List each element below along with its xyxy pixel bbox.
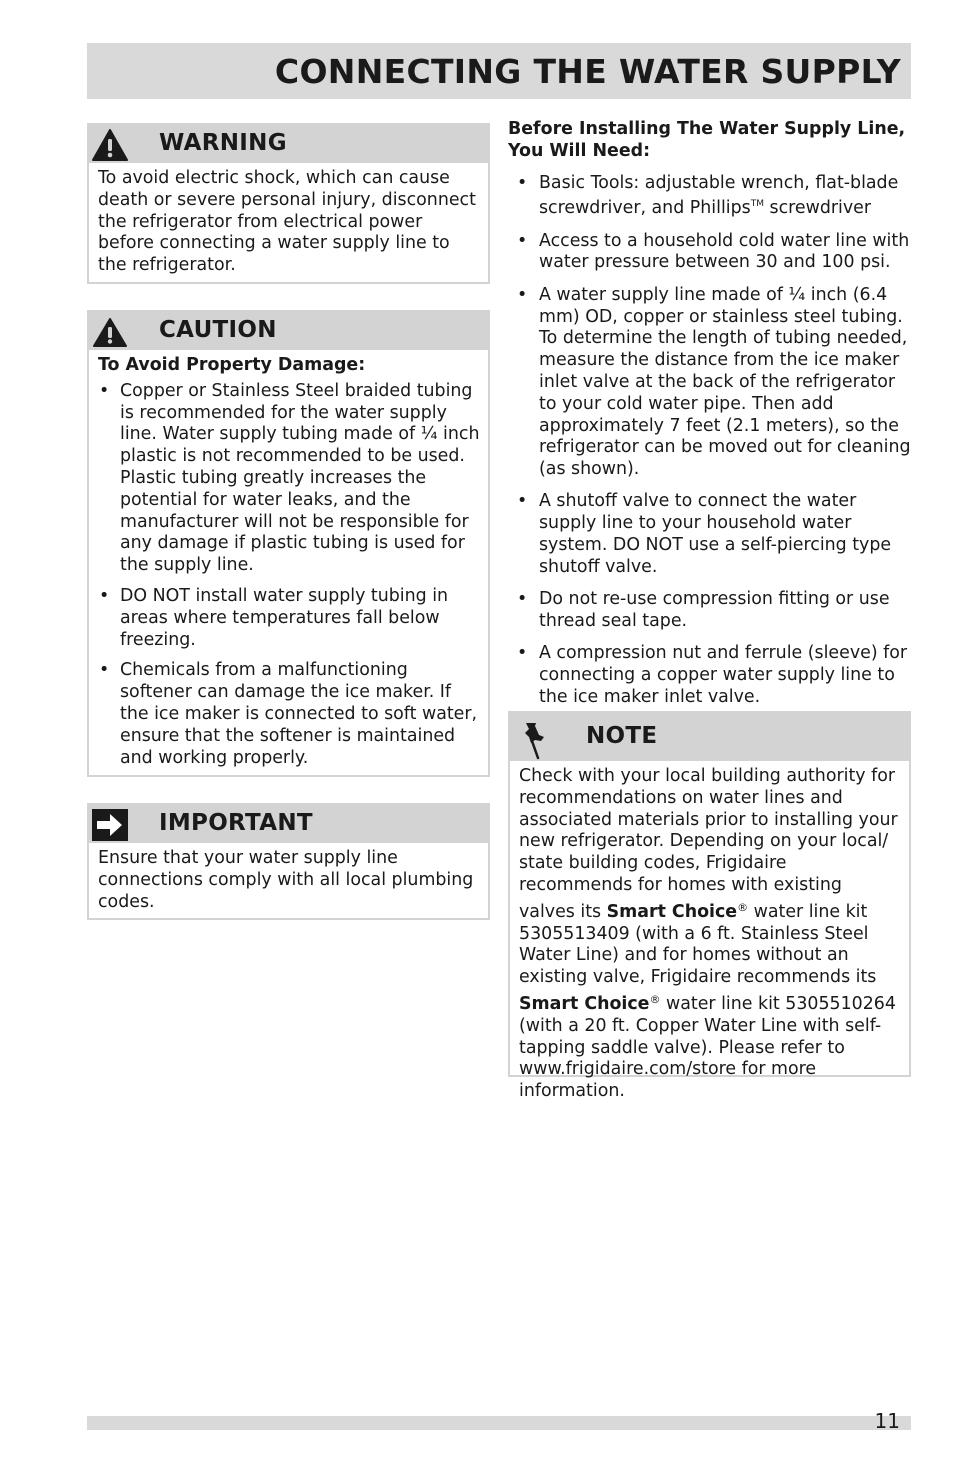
caution-header [89, 312, 488, 350]
registered-mark: ® [649, 992, 661, 1006]
registered-mark: ® [737, 900, 749, 914]
list-item: • Chemicals from a malfunctioning softener can damage the ice maker. If the ice maker is connected to soft water, ensure that the softener is maintained and working properly. [98, 660, 480, 769]
important-header [89, 805, 488, 843]
list-item-text: screwdriver [763, 198, 871, 219]
warning-text: To avoid electric shock, which can cause death or severe personal injury, disconnect the refrigerator from electrical power before connecting a water supply line to the refrigerator. [98, 168, 476, 276]
warning-box [87, 123, 490, 284]
page-header [87, 43, 911, 99]
list-item [508, 173, 918, 221]
caution-list [98, 381, 480, 770]
note-body [510, 761, 909, 1107]
warning-triangle-icon [92, 129, 128, 161]
page-title: CONNECTING THE WATER SUPPLY [274, 52, 901, 91]
page-number: 11 [874, 1409, 900, 1433]
important-box [87, 803, 490, 920]
list-item: • Access to a household cold water line with water pressure between 30 and 100 psi. [508, 231, 918, 275]
note-text [519, 766, 901, 1103]
arrow-right-icon [92, 809, 128, 841]
warning-body [89, 163, 488, 281]
brand-name: Smart Choice [519, 993, 650, 1014]
list-item-text: Basic Tools: adjustable wrench, flat-blade screwdriver, and Phillips [539, 172, 899, 219]
caution-body [89, 350, 488, 773]
note-label: NOTE [586, 723, 658, 749]
pushpin-icon [522, 721, 550, 761]
note-text-part: water line kit 5305513409 (with a 6 ft. Stainless Steel Water Line) and for homes without an existing valve, Frigidaire recommends its [519, 901, 877, 988]
brand-name: Smart Choice [606, 901, 738, 922]
important-label: IMPORTANT [159, 810, 313, 836]
important-body [89, 843, 488, 917]
note-header [510, 713, 909, 761]
trademark-mark: TM [750, 199, 764, 210]
note-text-part: water line kit 5305510264 (with a 20 ft. Copper Water Line with self-tapping saddle valve). Please refer to www.frigidaire.com/store for more information. [519, 993, 896, 1102]
list-item: • A shutoff valve to connect the water supply line to your household water system. DO NOT use a self-piercing type shutoff valve. [508, 491, 918, 578]
caution-label: CAUTION [159, 317, 277, 343]
important-text: Ensure that your water supply line connections comply with all local plumbing codes. [98, 848, 474, 912]
list-item: • A compression nut and ferrule (sleeve) for connecting a copper water supply line to the ice maker inlet valve. [508, 643, 918, 708]
footer-bar [87, 1416, 911, 1430]
note-box [508, 711, 911, 1102]
warning-header [89, 125, 488, 163]
caution-box [87, 310, 490, 777]
list-item: • Copper or Stainless Steel braided tubing is recommended for the water supply line. Water supply tubing made of ¼ inch plastic is not recommended to be used. Plastic tubing greatly increases the potential for water leaks, and the manufacturer will not be responsible for any damage if plastic tubing is used for the supply line. [98, 381, 480, 577]
list-item: • Do not re-use compression fitting or use thread seal tape. [508, 589, 918, 633]
list-item: • A water supply line made of ¼ inch (6.4 mm) OD, copper or stainless steel tubing. To determine the length of tubing needed, measure the distance from the ice maker inlet valve at the back of the refrigerator to your cold water pipe. Then add approximately 7 feet (2.1 meters), so the refrigerator can be moved out for cleaning (as shown). [508, 285, 918, 481]
warning-label: WARNING [159, 130, 287, 156]
requirements-list [508, 173, 918, 709]
note-text-part: Check with your local building authority for recommendations on water lines and associated materials prior to installing your new refrigerator. Depending on your local/ state building codes, Frigidaire recommends for homes with existing valves its [519, 766, 898, 922]
caution-subheading: To Avoid Property Damage: [98, 355, 366, 375]
warning-triangle-icon [92, 316, 128, 348]
list-item: • DO NOT install water supply tubing in areas where temperatures fall below freezing. [98, 586, 480, 651]
requirements-heading: Before Installing The Water Supply Line, You Will Need: [508, 119, 906, 161]
requirements-section [508, 119, 918, 719]
